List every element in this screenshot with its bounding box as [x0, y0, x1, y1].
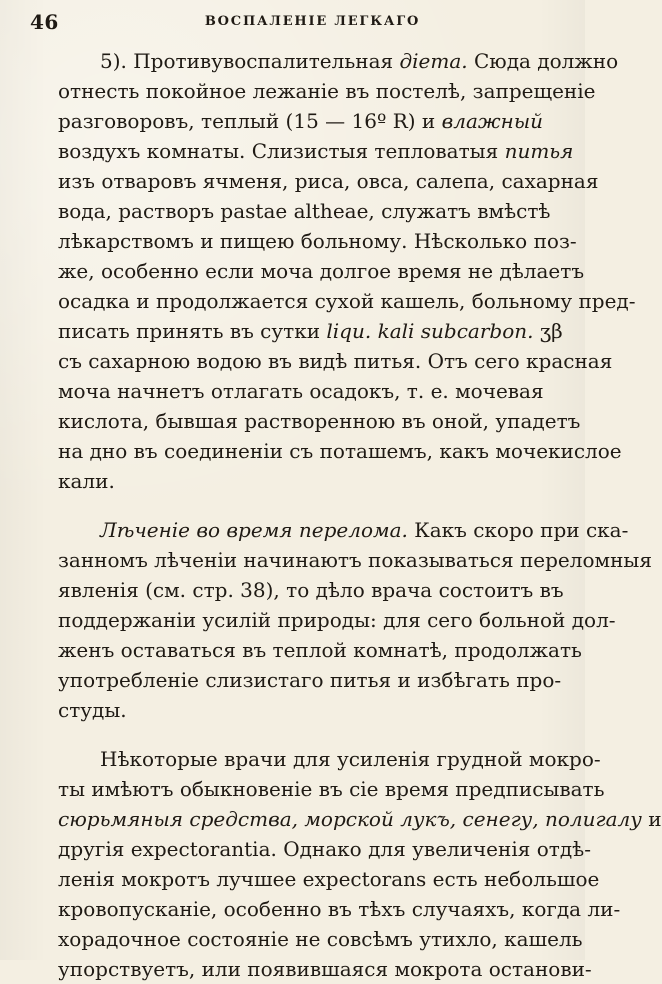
- text-line: [58, 894, 621, 924]
- text-span: занномъ лѣченіи начинаютъ показываться переломныя: [58, 548, 652, 572]
- italic-text-span: питья: [504, 139, 574, 163]
- text-span: упорствуетъ, или появившаяся мокрота останови-: [58, 957, 592, 981]
- italic-text-span: liqu. kali subcarbon.: [326, 319, 534, 343]
- text-span: Нѣкоторые врачи для усиленія грудной мокро-: [100, 747, 601, 771]
- text-line: [58, 515, 629, 545]
- text-line: [58, 106, 567, 136]
- text-line: [58, 545, 652, 575]
- text-line: [58, 76, 596, 106]
- text-span: вода, растворъ pastae altheae, служатъ вмѣстѣ: [58, 199, 551, 223]
- italic-text-span: діета.: [399, 49, 468, 73]
- text-span: осадка и продолжается сухой кашель, больному пред-: [58, 289, 636, 313]
- page-header: [30, 10, 567, 34]
- text-line: [58, 196, 567, 226]
- text-span: и: [641, 807, 662, 831]
- text-span: кали.: [58, 469, 115, 493]
- text-line: [58, 436, 622, 466]
- text-span: женъ оставаться въ теплой комнатѣ, продолжать: [58, 638, 582, 662]
- text-span: изъ отваровъ ячменя, риса, овса, салепа, сахарная: [58, 169, 599, 193]
- text-line: [58, 136, 574, 166]
- text-line: [58, 924, 583, 954]
- italic-text-span: сюрьмяныя средства, морской лукъ, сенегу, полигалу: [58, 807, 642, 831]
- paragraph-2: [58, 515, 652, 725]
- text-span: же, особенно если моча долгое время не дѣлаетъ: [58, 259, 585, 283]
- text-span: съ сахарною водою въ видѣ питья. Отъ сего красная: [58, 349, 613, 373]
- text-span: воздухъ комнаты. Слизистыя тепловатыя: [58, 139, 505, 163]
- paragraph-1: [58, 46, 636, 496]
- text-span: Сюда должно: [467, 49, 619, 73]
- text-line: [58, 804, 662, 834]
- text-line: [58, 406, 581, 436]
- text-span: на дно въ соединеніи съ поташемъ, какъ мочекислое: [58, 439, 622, 463]
- text-line: [58, 665, 567, 695]
- text-line: [58, 774, 605, 804]
- text-span: разговоровъ, теплый (15 — 16º R) и: [58, 109, 442, 133]
- text-span: употребленіе слизистаго питья и избѣгать про-: [58, 668, 562, 692]
- text-span: явленія (см. стр. 38), то дѣло врача состоитъ въ: [58, 578, 564, 602]
- text-span: писать принять въ сутки: [58, 319, 327, 343]
- text-span: ты имѣютъ обыкновеніе въ сіе время предписывать: [58, 777, 605, 801]
- text-line: [58, 376, 567, 406]
- text-span: другія expectorantia. Однако для увеличенія отдѣ-: [58, 837, 591, 861]
- page-number: 46: [30, 10, 59, 34]
- text-span: Какъ скоро при ска-: [407, 518, 629, 542]
- text-line: [58, 316, 567, 346]
- text-span: поддержаніи усилій природы: для сего больной дол-: [58, 608, 616, 632]
- text-line: [58, 575, 567, 605]
- text-line: [58, 226, 577, 256]
- text-span: 5). Противувоспалительная: [100, 49, 400, 73]
- text-line: [58, 954, 592, 984]
- text-span: кислота, бывшая растворенною въ оной, упадетъ: [58, 409, 581, 433]
- text-span: хорадочное состояніе не совсѣмъ утихло, кашель: [58, 927, 583, 951]
- text-line: [58, 166, 599, 196]
- text-line: [58, 46, 619, 76]
- text-line: [58, 256, 585, 286]
- text-line: [58, 834, 591, 864]
- text-line: [58, 695, 567, 725]
- text-line: [58, 635, 582, 665]
- text-line: [58, 286, 636, 316]
- text-span: кровопусканіе, особенно въ тѣхъ случаяхъ, когда ли-: [58, 897, 621, 921]
- running-title: ВОСПАЛЕНІЕ ЛЕГКАГО: [204, 14, 421, 29]
- text-line: [58, 744, 601, 774]
- italic-text-span: влажный: [441, 109, 544, 133]
- text-body: [58, 46, 662, 984]
- text-span: ʒβ: [533, 319, 563, 343]
- text-span: моча начнетъ отлагать осадокъ, т. е. мочевая: [58, 379, 544, 403]
- text-span: отнесть покойное лежаніе въ постелѣ, запрещеніе: [58, 79, 596, 103]
- text-line: [58, 864, 600, 894]
- text-span: студы.: [58, 698, 127, 722]
- text-span: ленія мокротъ лучшее expectorans есть небольшое: [58, 867, 600, 891]
- text-line: [58, 346, 613, 376]
- paragraph-3: [58, 744, 662, 984]
- text-line: [58, 466, 567, 496]
- italic-text-span: Лѣченіе во время перелома.: [100, 518, 408, 542]
- text-line: [58, 605, 616, 635]
- text-span: лѣкарствомъ и пищею больному. Нѣсколько поз-: [58, 229, 577, 253]
